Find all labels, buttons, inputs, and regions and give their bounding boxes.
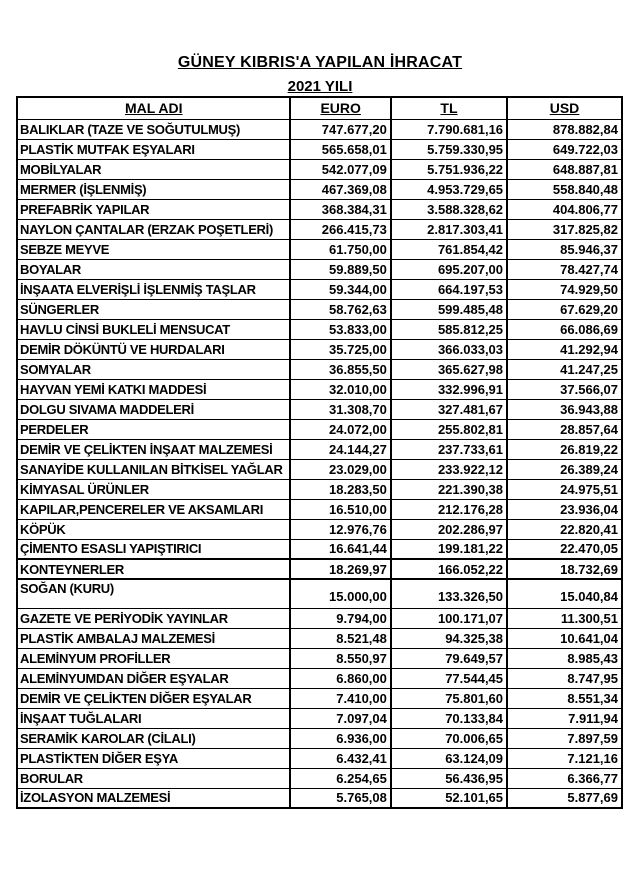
euro-value-cell: 18.269,97 xyxy=(290,559,390,579)
table-row xyxy=(17,648,622,668)
table-row xyxy=(17,499,622,519)
export-table xyxy=(16,96,623,809)
usd-value-cell: 18.732,69 xyxy=(507,559,622,579)
product-name-cell: PLASTİK AMBALAJ MALZEMESİ xyxy=(17,628,290,648)
usd-value-cell: 85.946,37 xyxy=(507,239,622,259)
euro-value-cell: 467.369,08 xyxy=(290,179,390,199)
page-title: GÜNEY KIBRIS'A YAPILAN İHRACAT xyxy=(177,54,463,71)
tl-value-cell: 202.286,97 xyxy=(391,519,507,539)
product-name-cell: MERMER (İŞLENMİŞ) xyxy=(17,179,290,199)
table-row xyxy=(17,748,622,768)
table-row xyxy=(17,239,622,259)
usd-value-cell: 15.040,84 xyxy=(507,579,622,608)
product-name-cell: DEMİR VE ÇELİKTEN İNŞAAT MALZEMESİ xyxy=(17,439,290,459)
product-name-cell: MOBİLYALAR xyxy=(17,159,290,179)
usd-value-cell: 8.551,34 xyxy=(507,688,622,708)
table-row xyxy=(17,708,622,728)
usd-value-cell: 22.470,05 xyxy=(507,539,622,559)
tl-value-cell: 695.207,00 xyxy=(391,259,507,279)
usd-value-cell: 7.897,59 xyxy=(507,728,622,748)
usd-value-cell: 317.825,82 xyxy=(507,219,622,239)
product-name-cell: SEBZE MEYVE xyxy=(17,239,290,259)
tl-value-cell: 599.485,48 xyxy=(391,299,507,319)
tl-value-cell: 212.176,28 xyxy=(391,499,507,519)
usd-value-cell: 649.722,03 xyxy=(507,139,622,159)
tl-value-cell: 237.733,61 xyxy=(391,439,507,459)
usd-value-cell: 74.929,50 xyxy=(507,279,622,299)
table-row xyxy=(17,608,622,628)
euro-value-cell: 35.725,00 xyxy=(290,339,390,359)
product-name-cell: GAZETE VE PERİYODİK YAYINLAR xyxy=(17,608,290,628)
euro-value-cell: 565.658,01 xyxy=(290,139,390,159)
table-row xyxy=(17,339,622,359)
usd-value-cell: 24.975,51 xyxy=(507,479,622,499)
table-row xyxy=(17,439,622,459)
product-name-cell: SOMYALAR xyxy=(17,359,290,379)
tl-value-cell: 332.996,91 xyxy=(391,379,507,399)
tl-value-cell: 365.627,98 xyxy=(391,359,507,379)
tl-value-cell: 199.181,22 xyxy=(391,539,507,559)
usd-value-cell: 66.086,69 xyxy=(507,319,622,339)
euro-value-cell: 542.077,09 xyxy=(290,159,390,179)
tl-value-cell: 56.436,95 xyxy=(391,768,507,788)
table-row xyxy=(17,359,622,379)
tl-value-cell: 221.390,38 xyxy=(391,479,507,499)
product-name-cell: SOĞAN (KURU) xyxy=(17,579,290,608)
product-name-cell: KONTEYNERLER xyxy=(17,559,290,579)
usd-value-cell: 67.629,20 xyxy=(507,299,622,319)
euro-value-cell: 18.283,50 xyxy=(290,479,390,499)
tl-value-cell: 585.812,25 xyxy=(391,319,507,339)
usd-value-cell: 78.427,74 xyxy=(507,259,622,279)
usd-value-cell: 404.806,77 xyxy=(507,199,622,219)
table-row xyxy=(17,379,622,399)
tl-value-cell: 100.171,07 xyxy=(391,608,507,628)
table-header-row xyxy=(17,97,622,119)
euro-value-cell: 59.344,00 xyxy=(290,279,390,299)
table-row xyxy=(17,179,622,199)
usd-value-cell: 11.300,51 xyxy=(507,608,622,628)
euro-value-cell: 36.855,50 xyxy=(290,359,390,379)
euro-value-cell: 747.677,20 xyxy=(290,119,390,139)
euro-value-cell: 16.641,44 xyxy=(290,539,390,559)
usd-value-cell: 28.857,64 xyxy=(507,419,622,439)
euro-value-cell: 59.889,50 xyxy=(290,259,390,279)
table-row xyxy=(17,539,622,559)
euro-value-cell: 61.750,00 xyxy=(290,239,390,259)
euro-value-cell: 15.000,00 xyxy=(290,579,390,608)
euro-value-cell: 5.765,08 xyxy=(290,788,390,808)
product-name-cell: PLASTİK MUTFAK EŞYALARI xyxy=(17,139,290,159)
euro-value-cell: 6.860,00 xyxy=(290,668,390,688)
usd-value-cell: 41.292,94 xyxy=(507,339,622,359)
product-name-cell: DOLGU SIVAMA MADDELERİ xyxy=(17,399,290,419)
table-row xyxy=(17,559,622,579)
usd-value-cell: 5.877,69 xyxy=(507,788,622,808)
product-name-cell: PERDELER xyxy=(17,419,290,439)
product-name-cell: DEMİR DÖKÜNTÜ VE HURDALARI xyxy=(17,339,290,359)
usd-value-cell: 10.641,04 xyxy=(507,628,622,648)
column-header-tl: TL xyxy=(391,97,507,119)
table-row xyxy=(17,688,622,708)
euro-value-cell: 7.410,00 xyxy=(290,688,390,708)
table-row xyxy=(17,299,622,319)
euro-value-cell: 7.097,04 xyxy=(290,708,390,728)
tl-value-cell: 5.759.330,95 xyxy=(391,139,507,159)
usd-value-cell: 7.911,94 xyxy=(507,708,622,728)
usd-value-cell: 26.819,22 xyxy=(507,439,622,459)
euro-value-cell: 16.510,00 xyxy=(290,499,390,519)
tl-value-cell: 70.006,65 xyxy=(391,728,507,748)
euro-value-cell: 58.762,63 xyxy=(290,299,390,319)
tl-value-cell: 7.790.681,16 xyxy=(391,119,507,139)
table-row xyxy=(17,579,622,608)
usd-value-cell: 558.840,48 xyxy=(507,179,622,199)
product-name-cell: BOYALAR xyxy=(17,259,290,279)
usd-value-cell: 8.985,43 xyxy=(507,648,622,668)
euro-value-cell: 12.976,76 xyxy=(290,519,390,539)
euro-value-cell: 53.833,00 xyxy=(290,319,390,339)
tl-value-cell: 233.922,12 xyxy=(391,459,507,479)
product-name-cell: SERAMİK KAROLAR (CİLALI) xyxy=(17,728,290,748)
usd-value-cell: 8.747,95 xyxy=(507,668,622,688)
euro-value-cell: 24.144,27 xyxy=(290,439,390,459)
product-name-cell: SANAYİDE KULLANILAN BİTKİSEL YAĞLAR xyxy=(17,459,290,479)
table-row xyxy=(17,139,622,159)
table-row xyxy=(17,768,622,788)
product-name-cell: BORULAR xyxy=(17,768,290,788)
product-name-cell: KÖPÜK xyxy=(17,519,290,539)
product-name-cell: İZOLASYON MALZEMESİ xyxy=(17,788,290,808)
tl-value-cell: 761.854,42 xyxy=(391,239,507,259)
tl-value-cell: 94.325,38 xyxy=(391,628,507,648)
euro-value-cell: 32.010,00 xyxy=(290,379,390,399)
table-row xyxy=(17,788,622,808)
euro-value-cell: 6.432,41 xyxy=(290,748,390,768)
table-row xyxy=(17,628,622,648)
tl-value-cell: 77.544,45 xyxy=(391,668,507,688)
usd-value-cell: 648.887,81 xyxy=(507,159,622,179)
usd-value-cell: 26.389,24 xyxy=(507,459,622,479)
product-name-cell: DEMİR VE ÇELİKTEN DİĞER EŞYALAR xyxy=(17,688,290,708)
product-name-cell: ÇİMENTO ESASLI YAPIŞTIRICI xyxy=(17,539,290,559)
product-name-cell: KAPILAR,PENCERELER VE AKSAMLARI xyxy=(17,499,290,519)
product-name-cell: HAVLU CİNSİ BUKLELİ MENSUCAT xyxy=(17,319,290,339)
table-row xyxy=(17,259,622,279)
table-body xyxy=(17,119,622,808)
euro-value-cell: 8.521,48 xyxy=(290,628,390,648)
euro-value-cell: 266.415,73 xyxy=(290,219,390,239)
table-row xyxy=(17,419,622,439)
product-name-cell: İNŞAATA ELVERİŞLİ İŞLENMİŞ TAŞLAR xyxy=(17,279,290,299)
table-row xyxy=(17,199,622,219)
euro-value-cell: 8.550,97 xyxy=(290,648,390,668)
usd-value-cell: 7.121,16 xyxy=(507,748,622,768)
tl-value-cell: 75.801,60 xyxy=(391,688,507,708)
usd-value-cell: 23.936,04 xyxy=(507,499,622,519)
table-row xyxy=(17,119,622,139)
column-header-mal-adi: MAL ADI xyxy=(17,97,290,119)
product-name-cell: PREFABRİK YAPILAR xyxy=(17,199,290,219)
product-name-cell: ALEMİNYUMDAN DİĞER EŞYALAR xyxy=(17,668,290,688)
euro-value-cell: 6.936,00 xyxy=(290,728,390,748)
product-name-cell: BALIKLAR (TAZE VE SOĞUTULMUŞ) xyxy=(17,119,290,139)
euro-value-cell: 6.254,65 xyxy=(290,768,390,788)
usd-value-cell: 41.247,25 xyxy=(507,359,622,379)
table-row xyxy=(17,459,622,479)
usd-value-cell: 6.366,77 xyxy=(507,768,622,788)
tl-value-cell: 133.326,50 xyxy=(391,579,507,608)
product-name-cell: NAYLON ÇANTALAR (ERZAK POŞETLERİ) xyxy=(17,219,290,239)
table-row xyxy=(17,319,622,339)
tl-value-cell: 5.751.936,22 xyxy=(391,159,507,179)
column-header-euro: EURO xyxy=(290,97,390,119)
product-name-cell: PLASTİKTEN DİĞER EŞYA xyxy=(17,748,290,768)
usd-value-cell: 36.943,88 xyxy=(507,399,622,419)
tl-value-cell: 70.133,84 xyxy=(391,708,507,728)
table-row xyxy=(17,279,622,299)
tl-value-cell: 79.649,57 xyxy=(391,648,507,668)
tl-value-cell: 166.052,22 xyxy=(391,559,507,579)
tl-value-cell: 63.124,09 xyxy=(391,748,507,768)
product-name-cell: ALEMİNYUM PROFİLLER xyxy=(17,648,290,668)
page-subtitle: 2021 YILI xyxy=(287,78,353,95)
product-name-cell: KİMYASAL ÜRÜNLER xyxy=(17,479,290,499)
euro-value-cell: 9.794,00 xyxy=(290,608,390,628)
tl-value-cell: 327.481,67 xyxy=(391,399,507,419)
usd-value-cell: 878.882,84 xyxy=(507,119,622,139)
product-name-cell: SÜNGERLER xyxy=(17,299,290,319)
table-row xyxy=(17,668,622,688)
tl-value-cell: 366.033,03 xyxy=(391,339,507,359)
tl-value-cell: 4.953.729,65 xyxy=(391,179,507,199)
product-name-cell: HAYVAN YEMİ KATKI MADDESİ xyxy=(17,379,290,399)
tl-value-cell: 3.588.328,62 xyxy=(391,199,507,219)
tl-value-cell: 2.817.303,41 xyxy=(391,219,507,239)
usd-value-cell: 22.820,41 xyxy=(507,519,622,539)
euro-value-cell: 368.384,31 xyxy=(290,199,390,219)
table-row xyxy=(17,159,622,179)
table-row xyxy=(17,219,622,239)
euro-value-cell: 31.308,70 xyxy=(290,399,390,419)
product-name-cell: İNŞAAT TUĞLALARI xyxy=(17,708,290,728)
euro-value-cell: 24.072,00 xyxy=(290,419,390,439)
table-row xyxy=(17,399,622,419)
usd-value-cell: 37.566,07 xyxy=(507,379,622,399)
euro-value-cell: 23.029,00 xyxy=(290,459,390,479)
table-row xyxy=(17,519,622,539)
table-row xyxy=(17,728,622,748)
tl-value-cell: 255.802,81 xyxy=(391,419,507,439)
tl-value-cell: 664.197,53 xyxy=(391,279,507,299)
column-header-usd: USD xyxy=(507,97,622,119)
table-row xyxy=(17,479,622,499)
tl-value-cell: 52.101,65 xyxy=(391,788,507,808)
